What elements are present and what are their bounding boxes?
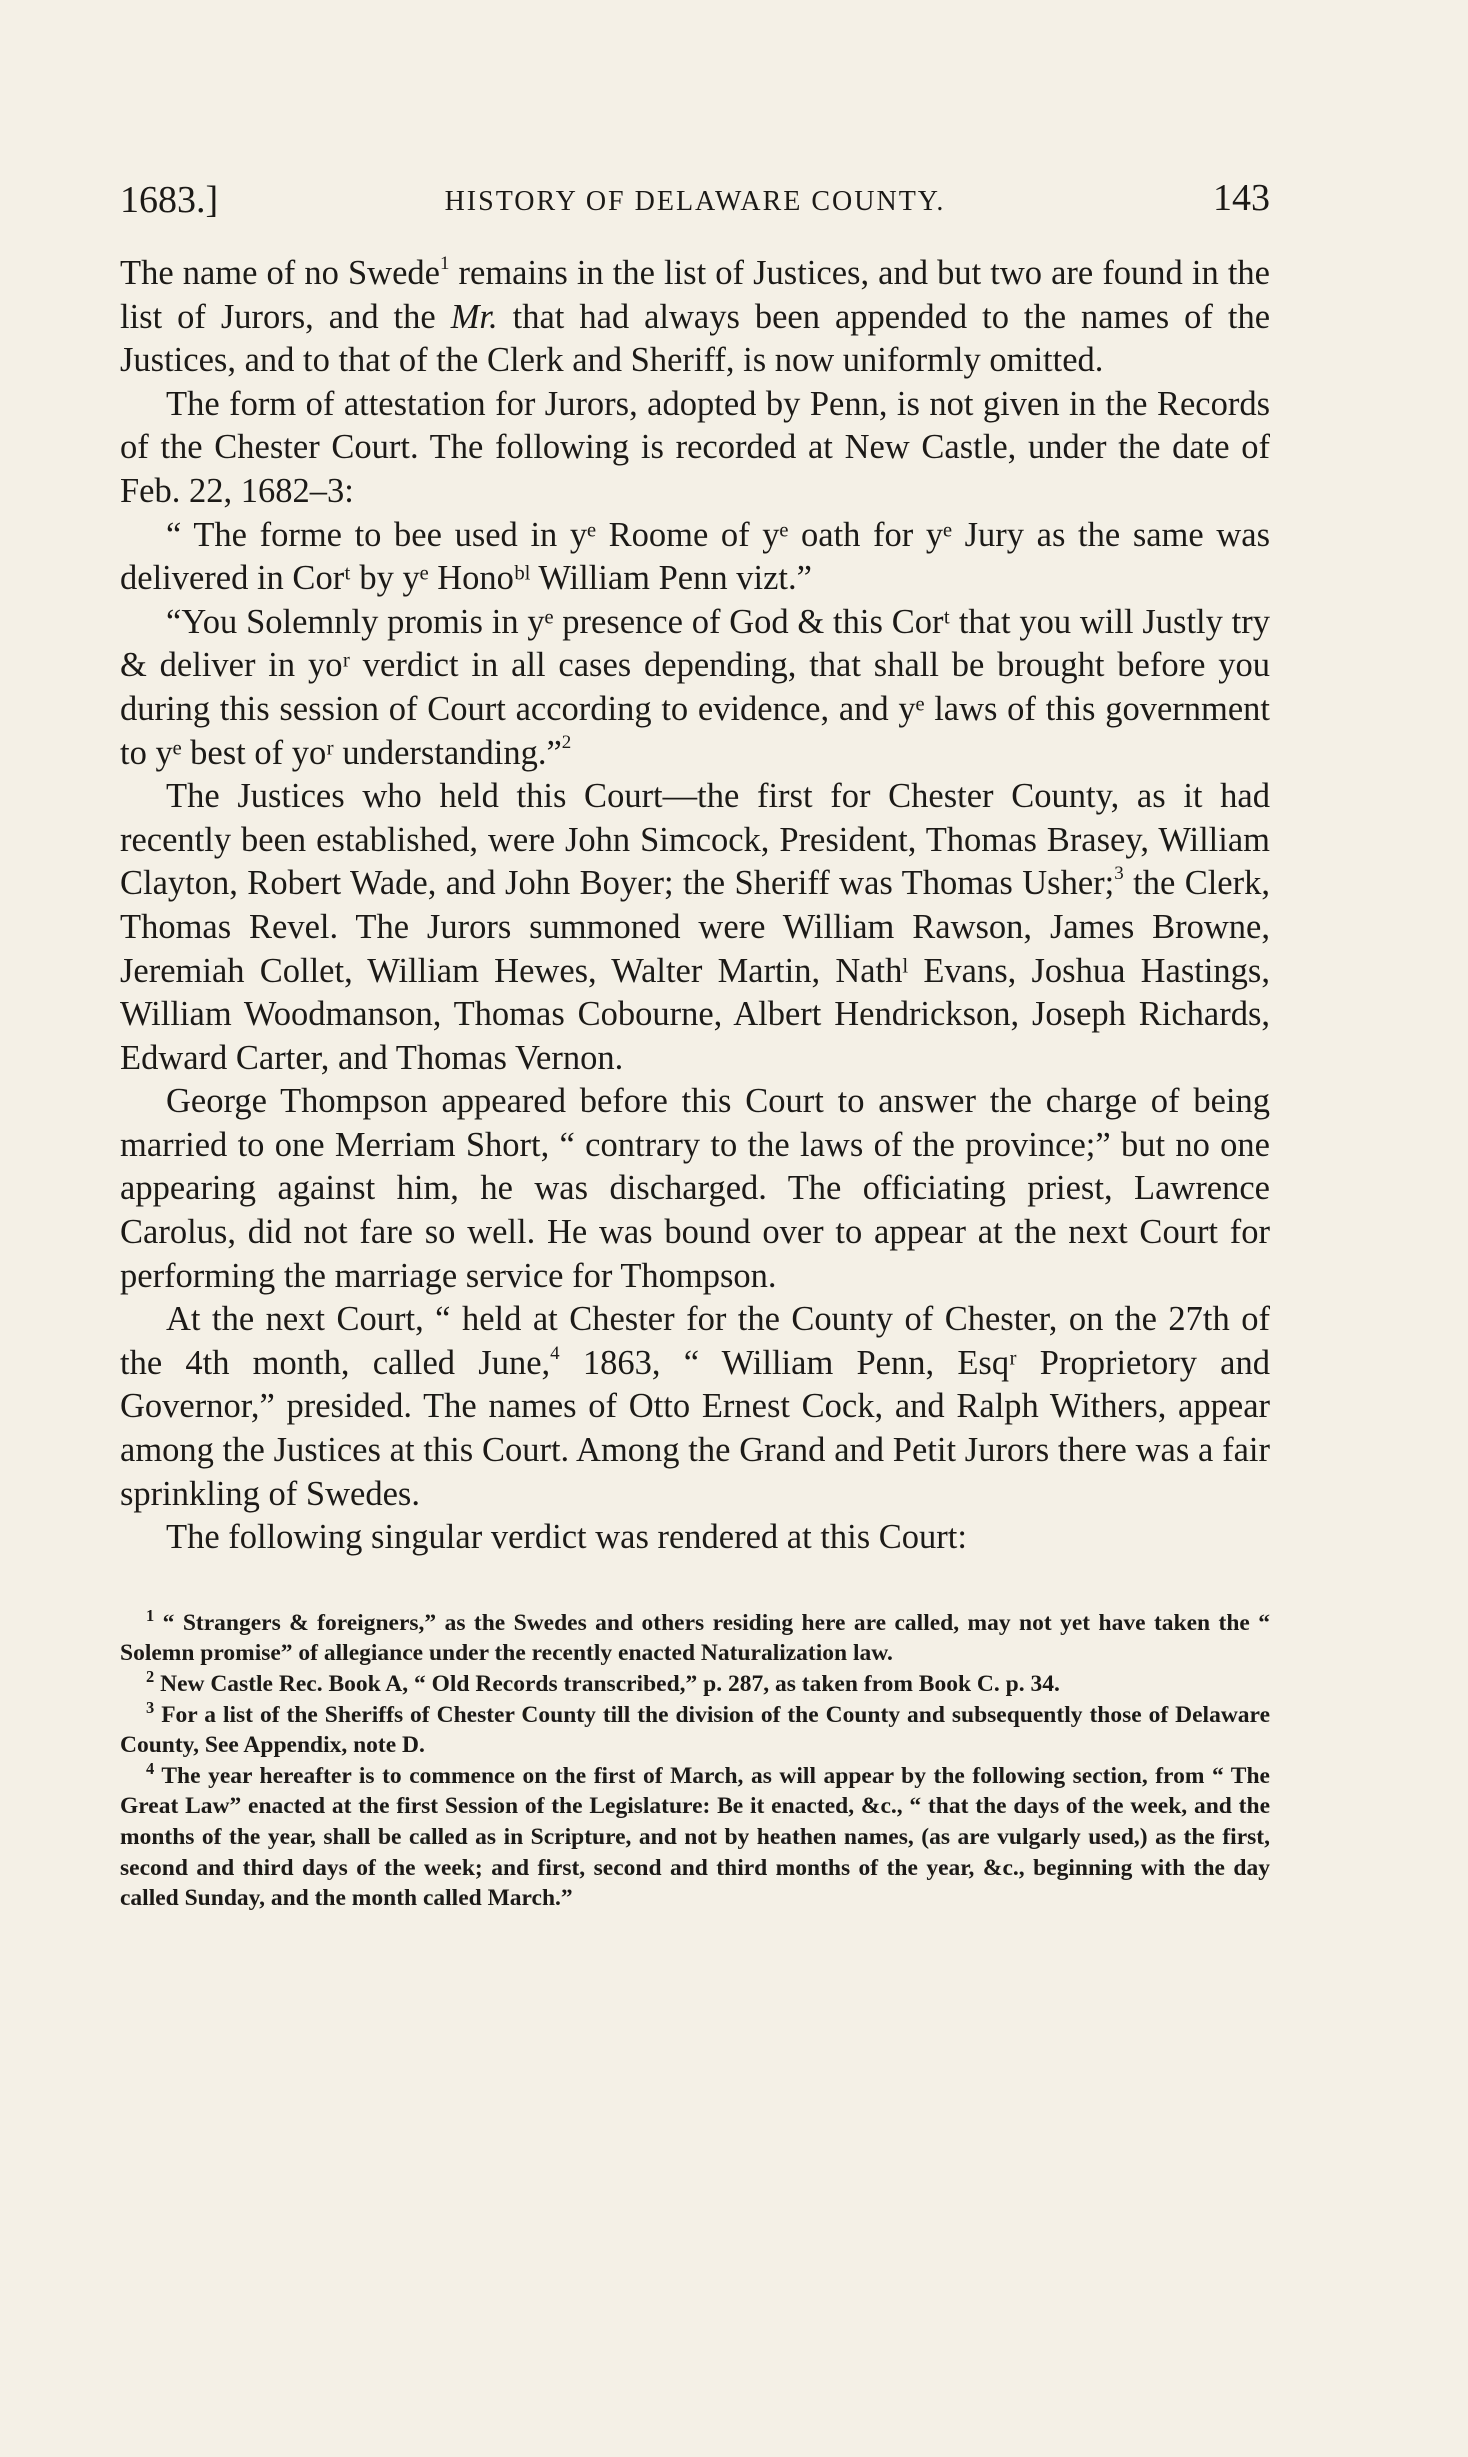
main-text — [120, 252, 1270, 1560]
book-page — [120, 150, 1270, 1914]
paragraph-1: The name of no Swede$^1$ remains in the list of Justices, and but two are found in the list of Jurors, and the Mr. that had always been appended to the names of the Justices, and to that of the Clerk and Sheriff, is now uniformly omitted. — [120, 252, 1271, 380]
paragraph-8: The following singular verdict was rendered at this Court: — [166, 1518, 967, 1557]
footnote-1: $^1$ “ Strangers & foreigners,” as the Swedes and others residing here are called, may not yet have taken the “ Solemn promise” of allegiance under the recently enacted Naturalization law. — [120, 1605, 1271, 1667]
header-title: HISTORY OF DELAWARE COUNTY. — [444, 186, 946, 217]
footnote-4: $^4$ The year hereafter is to commence on the first of March, as will appear by the following section, from “ The Great Law” enacted at the first Session of the Legislature: Be it enacted, &c., “ that the days of the week, and the months of the year, shall be called as in Scripture, and not by heathen names, (as are vulgarly used,) as the first, second and third days of the week; and first, second and third months of the year, &c., beginning with the day called Sunday, and the month called March.” — [120, 1758, 1270, 1912]
paragraph-3: “ The forme to bee used in yᵉ Roome of yᵉ oath for yᵉ Jury as the same was delivered in Corᵗ by yᵉ Honoᵇˡ William Penn vizt.” — [120, 515, 1270, 598]
footnote-2: $^2$ New Castle Rec. Book A, “ Old Records transcribed,” p. 287, as taken from Book C. p. 34. — [146, 1667, 1060, 1697]
footnote-ref-1: 1 — [439, 252, 450, 274]
paragraph-4: “You Solemnly promis in yᵉ presence of God & this Corᵗ that you will Justly try & deliver in yoʳ verdict in all cases depending, that shall be brought before you during this session of Court according to evidence, and yᵉ laws of this government to yᵉ best of yoʳ understanding.”$^2$ — [120, 602, 1270, 772]
page-number: 143 — [1213, 177, 1270, 219]
footnote-ref-4: 4 — [550, 1342, 560, 1364]
footnotes — [120, 1605, 1271, 1914]
running-header — [120, 150, 1270, 222]
footnote-ref-2: 2 — [561, 732, 572, 754]
footnote-ref-3: 3 — [1114, 862, 1124, 884]
paragraph-6: George Thompson appeared before this Court to answer the charge of being married to one Merriam Short, “ contrary to the laws of the province;” but no one appearing against him, he was discharged. The officiating priest, Lawrence Carolus, did not fare so well. He was bound over to appear at the next Court for performing the marriage service for Thompson. — [120, 1082, 1270, 1295]
header-year: 1683.] — [120, 179, 219, 221]
footnote-3: $^3$ For a list of the Sheriffs of Chester County till the division of the County and subsequently those of Delaware County, See Appendix, note D. — [120, 1697, 1270, 1759]
paragraph-5: The Justices who held this Court—the first for Chester County, as it had recently been established, were John Simcock, President, Thomas Brasey, William Clayton, Robert Wade, and John Boyer; the Sheriff was Thomas Usher;$^3$ the Clerk, Thomas Revel. The Jurors summoned were William Rawson, James Browne, Jeremiah Collet, William Hewes, Walter Martin, Nathˡ Evans, Joshua Hastings, William Woodmanson, Thomas Cobourne, Albert Hendrickson, Joseph Richards, Edward Carter, and Thomas Vernon. — [120, 777, 1270, 1077]
paragraph-7: At the next Court, “ held at Chester for the County of Chester, on the 27th of the 4th month, called June,$^4$ 1863, “ William Penn, Esqʳ Proprietory and Governor,” presided. The names of Otto Ernest Cock, and Ralph Withers, appear among the Justices at this Court. Among the Grand and Petit Jurors there was a fair sprinkling of Swedes. — [120, 1300, 1270, 1513]
paragraph-2: The form of attestation for Jurors, adopted by Penn, is not given in the Records of the Chester Court. The following is recorded at New Castle, under the date of Feb. 22, 1682–3: — [120, 384, 1270, 510]
